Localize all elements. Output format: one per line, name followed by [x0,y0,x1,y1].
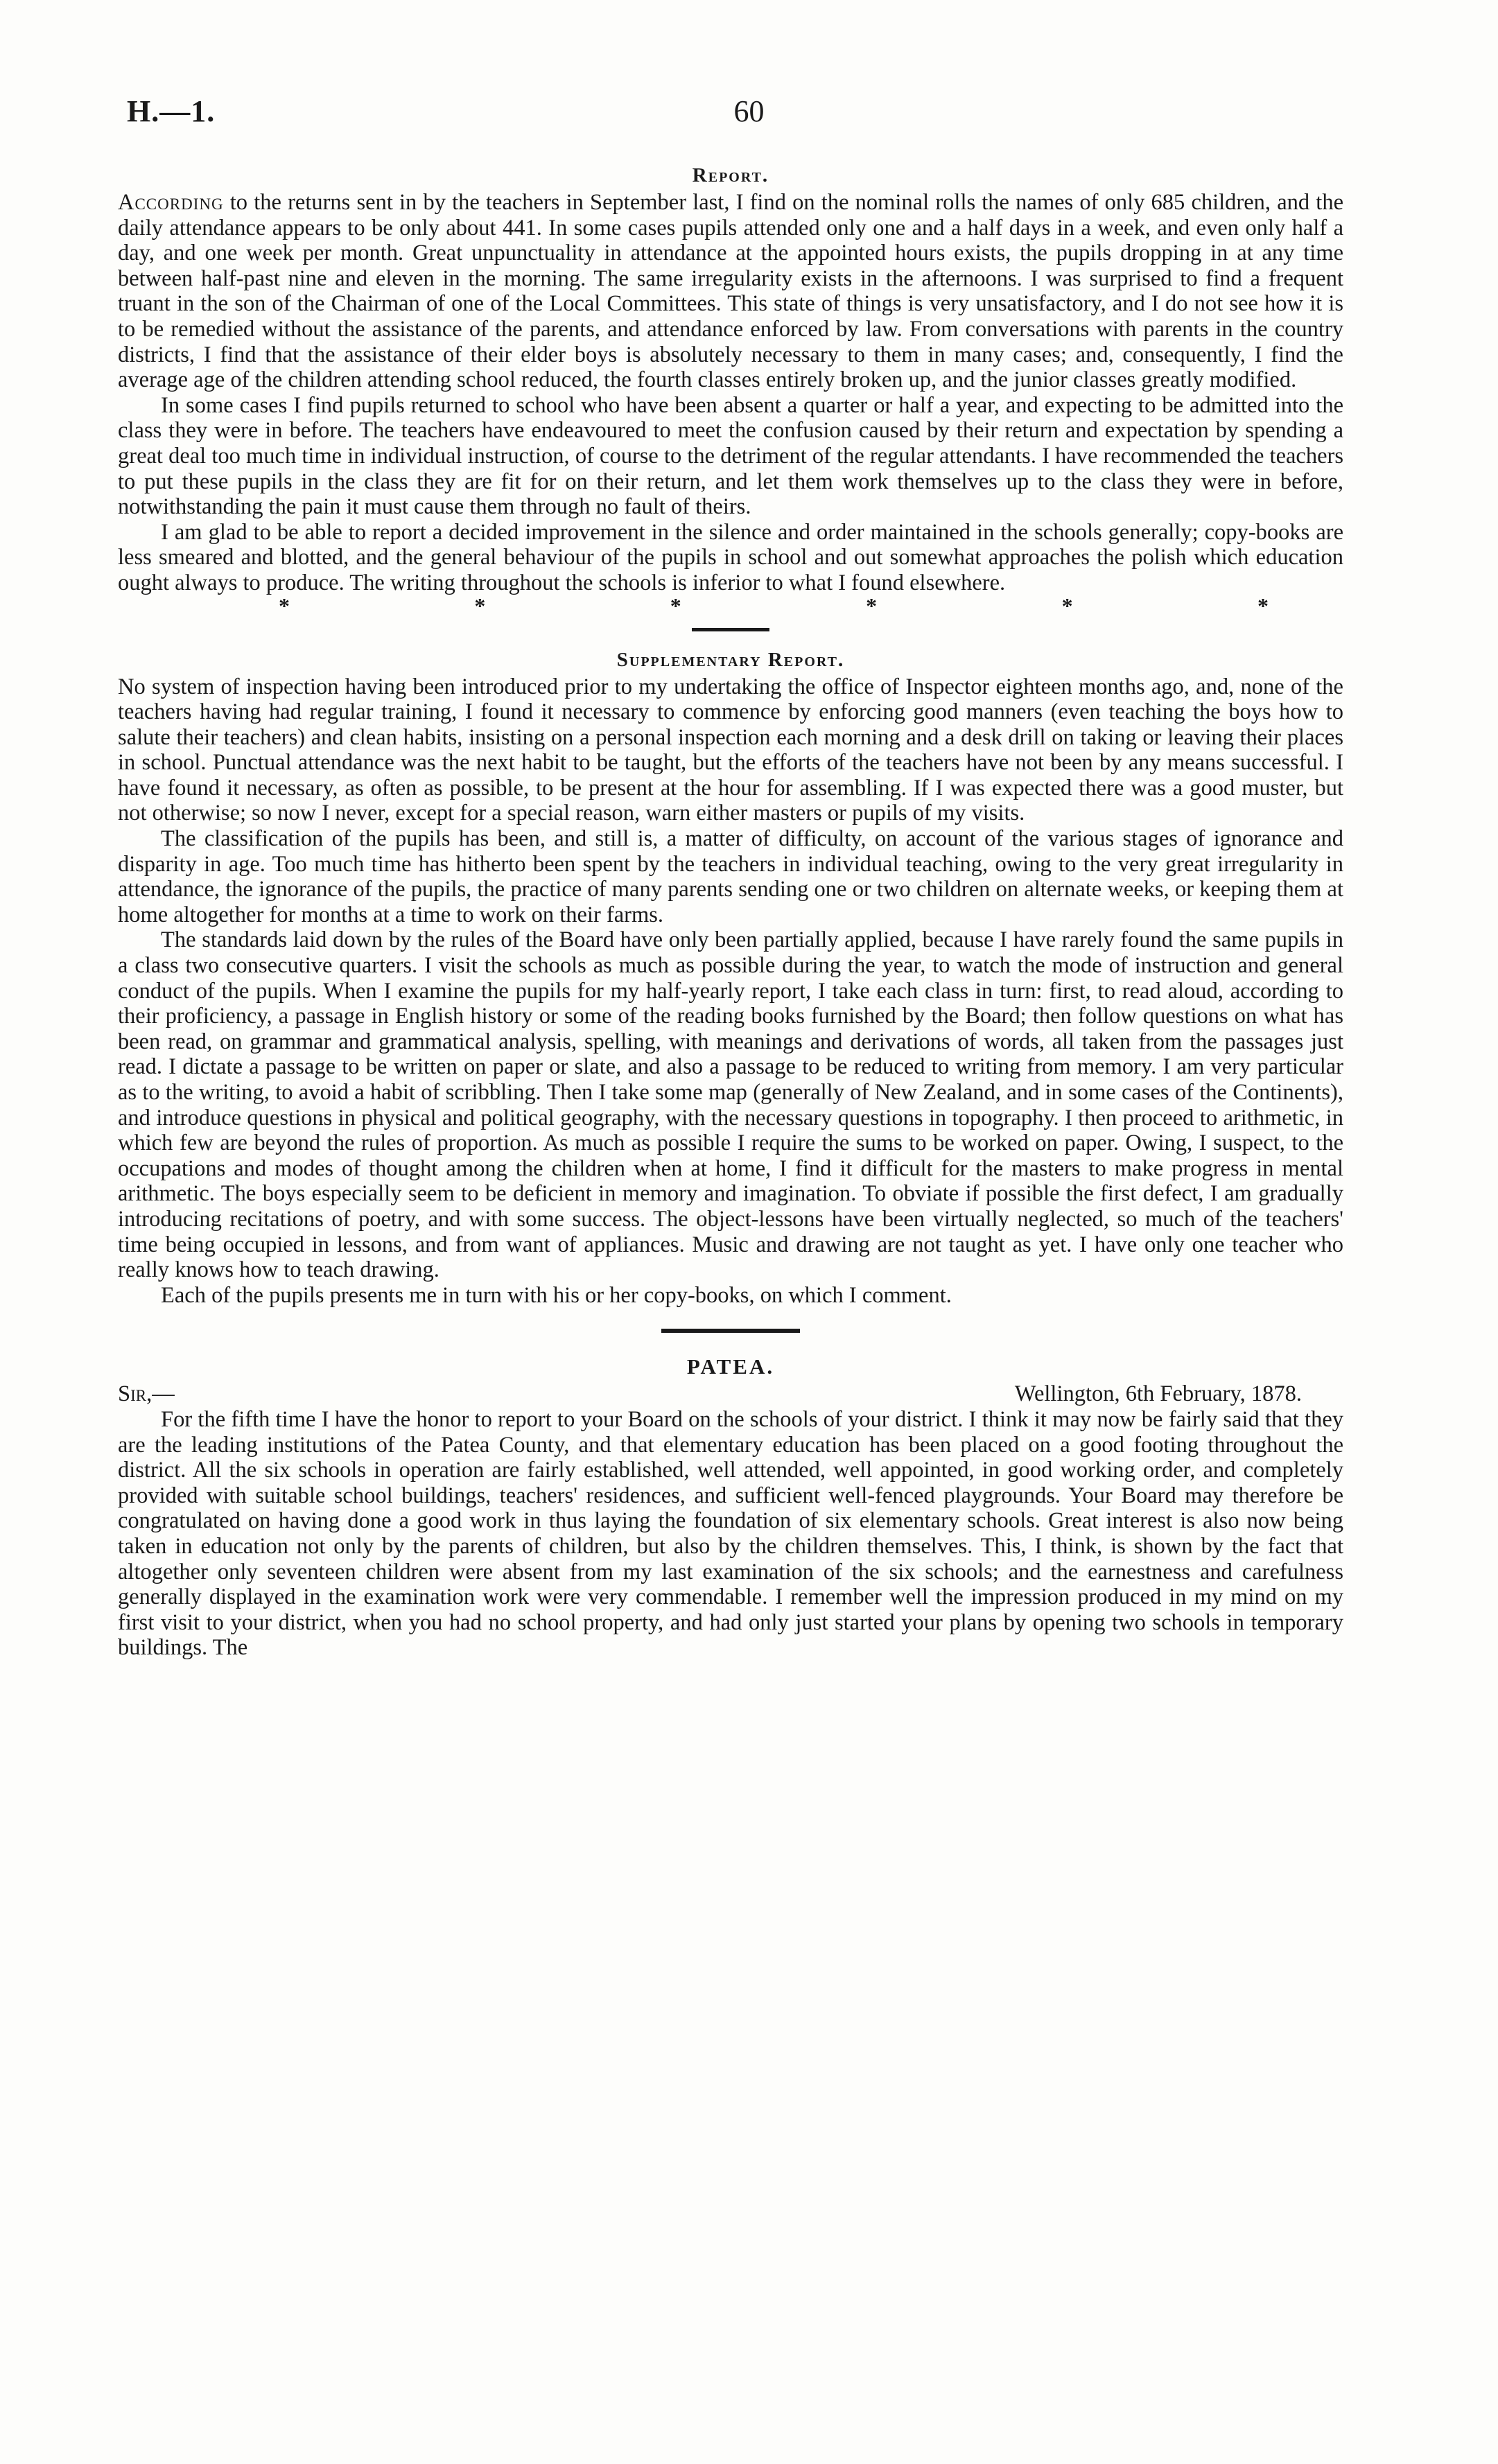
report-paragraph-1-lead: According [118,190,224,215]
page-body [118,161,1343,1661]
report-paragraph-2: In some cases I find pupils returned to school who have been absent a quarter or half a year, and expecting to be admitted into the class they were in before. The teachers have endeavoured to meet the confusion caused by their return and expectation by spending a great deal too much time in individual instruction, of course to the detriment of the regular attendants. I have recommended the teachers to put these pupils in the class they are fit for on their return, and let them work themselves up to the class they were in before, notwithstanding the pain it must cause them through no fault of theirs. [118,392,1343,520]
asterisk: * [1061,593,1073,618]
page-number: 60 [733,94,765,128]
document-reference: H.—1. [127,94,216,128]
report-paragraph-3: I am glad to be able to report a decided improvement in the silence and order maintained in the schools generally; copy-books are less smeared and blotted, and the general behaviour of the pupils in school and out somewhat approaches the polish which education ought always to produce. The writing throughout the schools is inferior to what I found elsewhere. [118,519,1343,595]
supplementary-paragraph-4: Each of the pupils presents me in turn with his or her copy-books, on which I comment. [161,1282,952,1308]
asterisk: * [279,593,290,618]
patea-heading: PATEA. [686,1354,775,1379]
supplementary-paragraph-2: The classification of the pupils has been, and still is, a matter of difficulty, on account of the various stages of ignorance and disparity in age. Too much time has hitherto been spent by the teachers in individual teaching, owing to the very great irregularity in attendance, the ignorance of the pupils, the practice of many parents sending one or two children on alternate weeks, or keeping them at home altogether for months at a time to work on their farms. [118,826,1343,927]
salutation-line [118,1381,1343,1407]
section-divider [661,1329,800,1333]
supplementary-paragraph-1: No system of inspection having been introduced prior to my undertaking the office of Inspector eighteen months ago, and, none of the teachers having had regular training, I found it necessary to commence by enforcing good manners (even teaching the boys how to salute their teachers) and clean habits, insisting on a personal inspection each morning and a desk drill on taking or leaving their places in school. Punctual attendance was the next habit to be taught, but the efforts of the teachers have not been by any means successful. I have found it necessary, as often as possible, to be present at the hour for assembling. If I was expected there was a good muster, but not otherwise; so now I never, except for a special reason, warn either masters or pupils of my visits. [118,674,1343,826]
asterisk: * [1257,593,1269,618]
supplementary-report-heading: Supplementary Report. [616,648,845,671]
report-paragraph-1 [118,190,1343,393]
section-divider [692,628,769,631]
asterisk: * [866,593,878,618]
supplementary-paragraph-3: The standards laid down by the rules of the Board have only been partially applied, because I have rarely found the same pupils in a class two consecutive quarters. I visit the schools as much as possible during the year, to watch the mode of instruction and general conduct of the pupils. When I examine the pupils for my half-yearly report, I take each class in turn: first, to read aloud, according to their proficiency, a passage in English history or some of the reading books furnished by the Board; then follow questions on what has been read, on grammar and grammatical analysis, spelling, with meanings and derivations of words, all taken from the passages just read. I dictate a passage to be written on paper or slate, and also a passage to be reduced to writing from memory. I am very particular as to the writing, to avoid a habit of scribbling. Then I take some map (generally of New Zealand, and in some cases of the Continents), and introduce questions in physical and political geography, with the necessary questions in topography. I then proceed to arithmetic, in which few are beyond the rules of proportion. As much as possible I require the sums to be worked on paper. Owing, I suspect, to the occupations and modes of thought among the children when at home, I find it difficult for the masters to make progress in mental arithmetic. The boys especially seem to be deficient in memory and imagination. To obviate if possible the first defect, I am gradually introducing recitations of poetry, and with some success. The object-lessons have been virtually neglected, so much of the teachers' time being occupied in lessons, and from want of appliances. Music and drawing are not taught as yet. I have only one teacher who really knows how to teach drawing. [118,927,1343,1283]
letter-date: Wellington, 6th February, 1878. [1014,1381,1302,1407]
report-heading: Report. [692,164,769,186]
asterisk: * [670,593,681,618]
patea-paragraph-1: For the fifth time I have the honor to report to your Board on the schools of your district. I think it may now be fairly said that they are the leading institutions of the Patea County, and that elementary education has been placed on a good footing throughout the district. All the six schools in operation are fairly established, well attended, well appointed, in good working order, and completely provided with suitable school buildings, teachers' residences, and sufficient well-fenced playgrounds. Your Board may therefore be congratulated on having done a good work in thus laying the foundation of six elementary schools. Great interest is also now being taken in education not only by the parents of children, but also by the children themselves. This, I think, is shown by the fact that altogether only seventeen children were absent from my last examination of the six schools; and the earnestness and carefulness generally displayed in the examination work were very commendable. I remember well the impression produced in my mind on my first visit to your district, when you had no school property, and had only just started your plans by opening two schools in temporary buildings. The [118,1406,1343,1661]
salutation: Sir,— [118,1381,175,1407]
section-break-asterisks [118,593,1343,618]
report-paragraph-1-text: to the returns sent in by the teachers in September last, I find on the nominal rolls the names of only 685 children, and the daily attendance appears to be only about 441. In some cases pupils attended only one and a half days in a week, and even only half a day, and one week per month. Great unpunctuality in attendance at the appointed hours exists, the pupils dropping in at any time between half-past nine and eleven in the morning. The same irregularity exists in the afternoons. I was surprised to find a frequent truant in the son of the Chairman of one of the Local Committees. This state of things is very unsatisfactory, and I do not see how it is to be remedied without the assistance of the parents, and attendance enforced by law. From conversations with parents in the country districts, I find that the assistance of their elder boys is absolutely necessary to them in many cases; and, consequently, I find the average age of the children attending school reduced, the fourth classes entirely broken up, and the junior classes greatly modified. [118,190,1344,393]
asterisk: * [474,593,486,618]
